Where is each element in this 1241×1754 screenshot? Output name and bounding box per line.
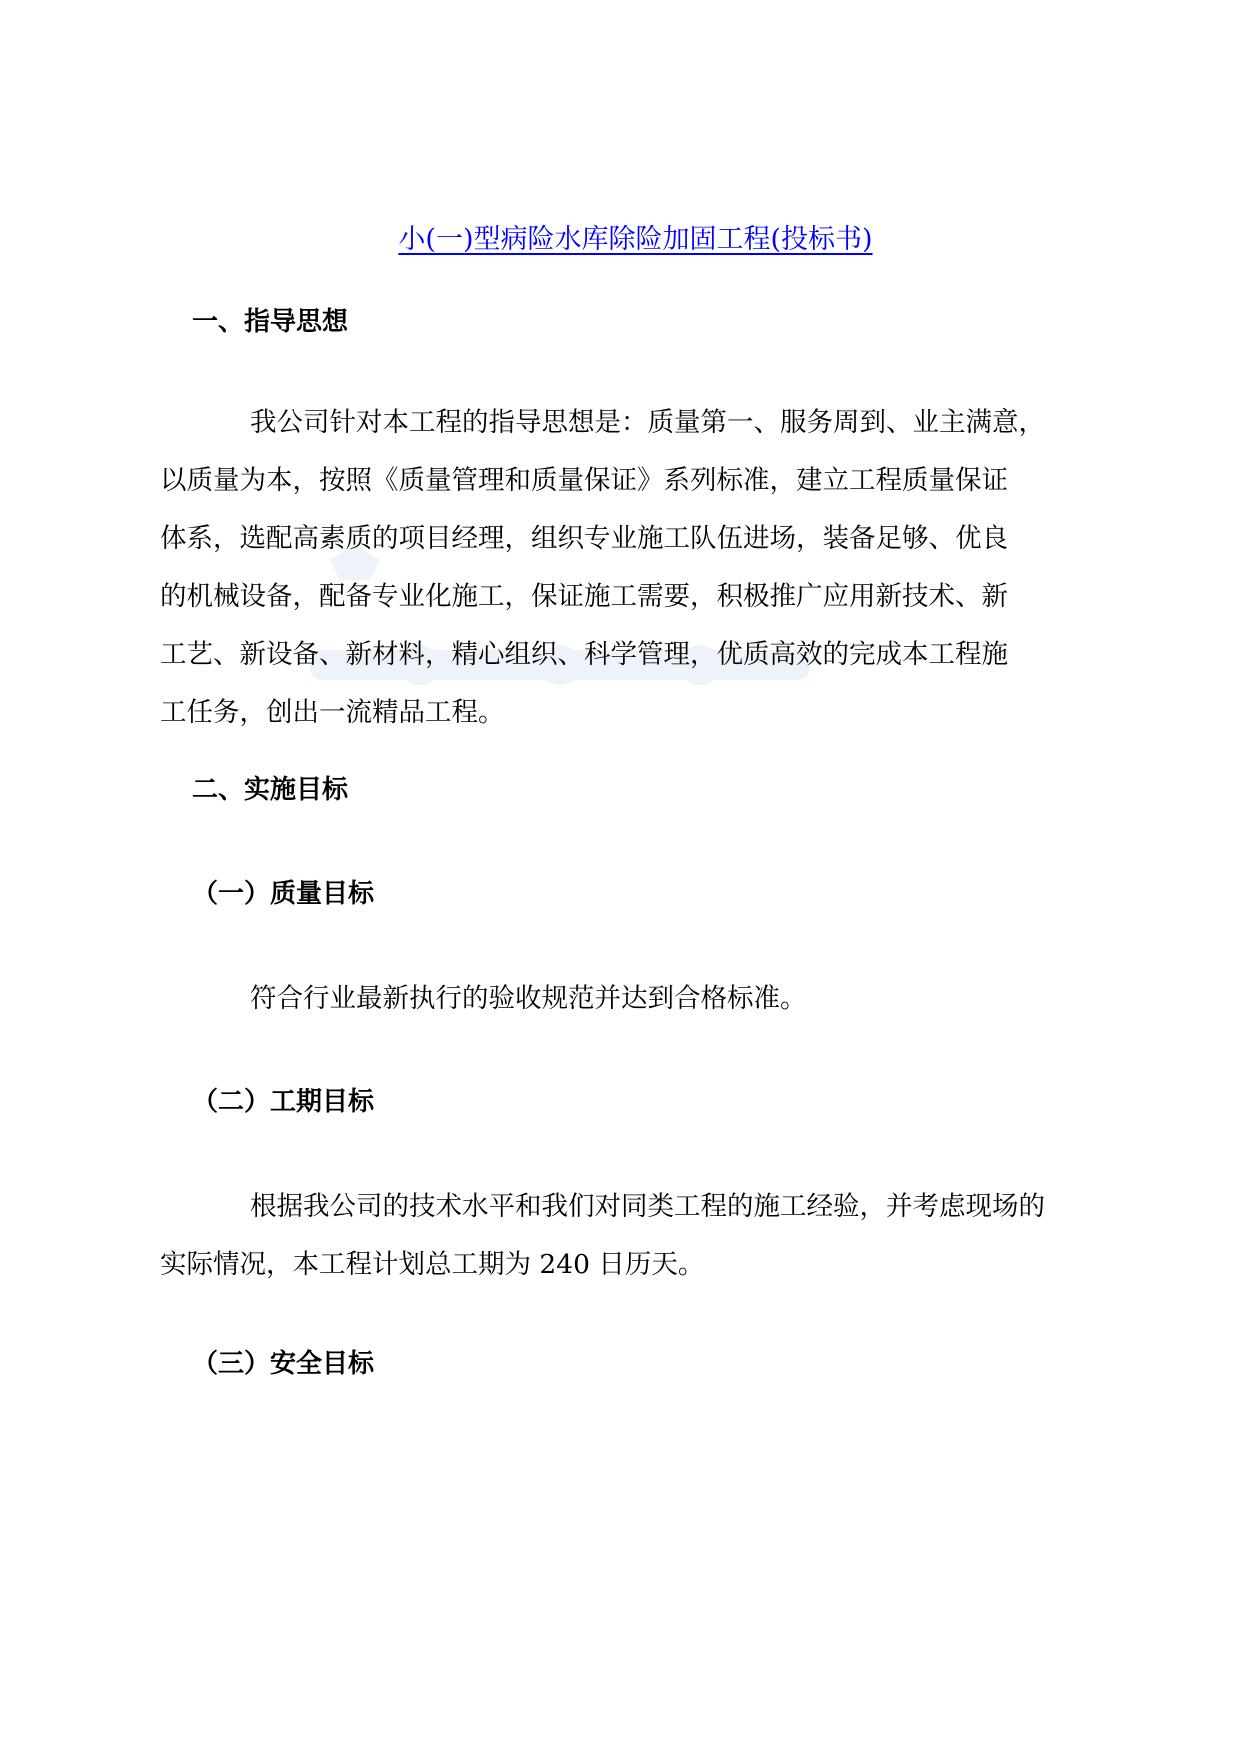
paragraph-line: 的机械设备，配备专业化施工，保证施工需要，积极推广应用新技术、新	[160, 581, 1008, 612]
subsection-heading-quality: （一）质量目标	[192, 879, 375, 909]
document-title[interactable]	[0, 222, 1241, 258]
schedule-paragraph	[160, 1178, 1088, 1294]
section-1-paragraph	[160, 394, 1088, 742]
paragraph-line: 根据我公司的技术水平和我们对同类工程的施工经验，并考虑现场的	[250, 1191, 1045, 1222]
quality-paragraph	[160, 970, 1088, 1028]
paragraph-line: 实际情况，本工程计划总工期为 240 日历天。	[160, 1249, 705, 1280]
paragraph-line: 工艺、新设备、新材料，精心组织、科学管理，优质高效的完成本工程施	[160, 639, 1008, 670]
section-heading-1: 一、指导思想	[192, 307, 349, 337]
paragraph-line: 以质量为本，按照《质量管理和质量保证》系列标准，建立工程质量保证	[160, 465, 1008, 496]
document-title-text: 小(一)型病险水库除险加固工程(投标书)	[398, 224, 873, 255]
paragraph-line: 体系，选配高素质的项目经理，组织专业施工队伍进场，装备足够、优良	[160, 523, 1008, 554]
paragraph-line: 工任务，创出一流精品工程。	[160, 697, 505, 728]
paragraph-line: 我公司针对本工程的指导思想是：质量第一、服务周到、业主满意，	[250, 407, 1045, 438]
subsection-heading-schedule: （二）工期目标	[192, 1087, 375, 1117]
subsection-heading-safety: （三）安全目标	[192, 1349, 375, 1379]
paragraph-line: 符合行业最新执行的验收规范并达到合格标准。	[250, 983, 807, 1014]
section-heading-2: 二、实施目标	[192, 775, 349, 805]
